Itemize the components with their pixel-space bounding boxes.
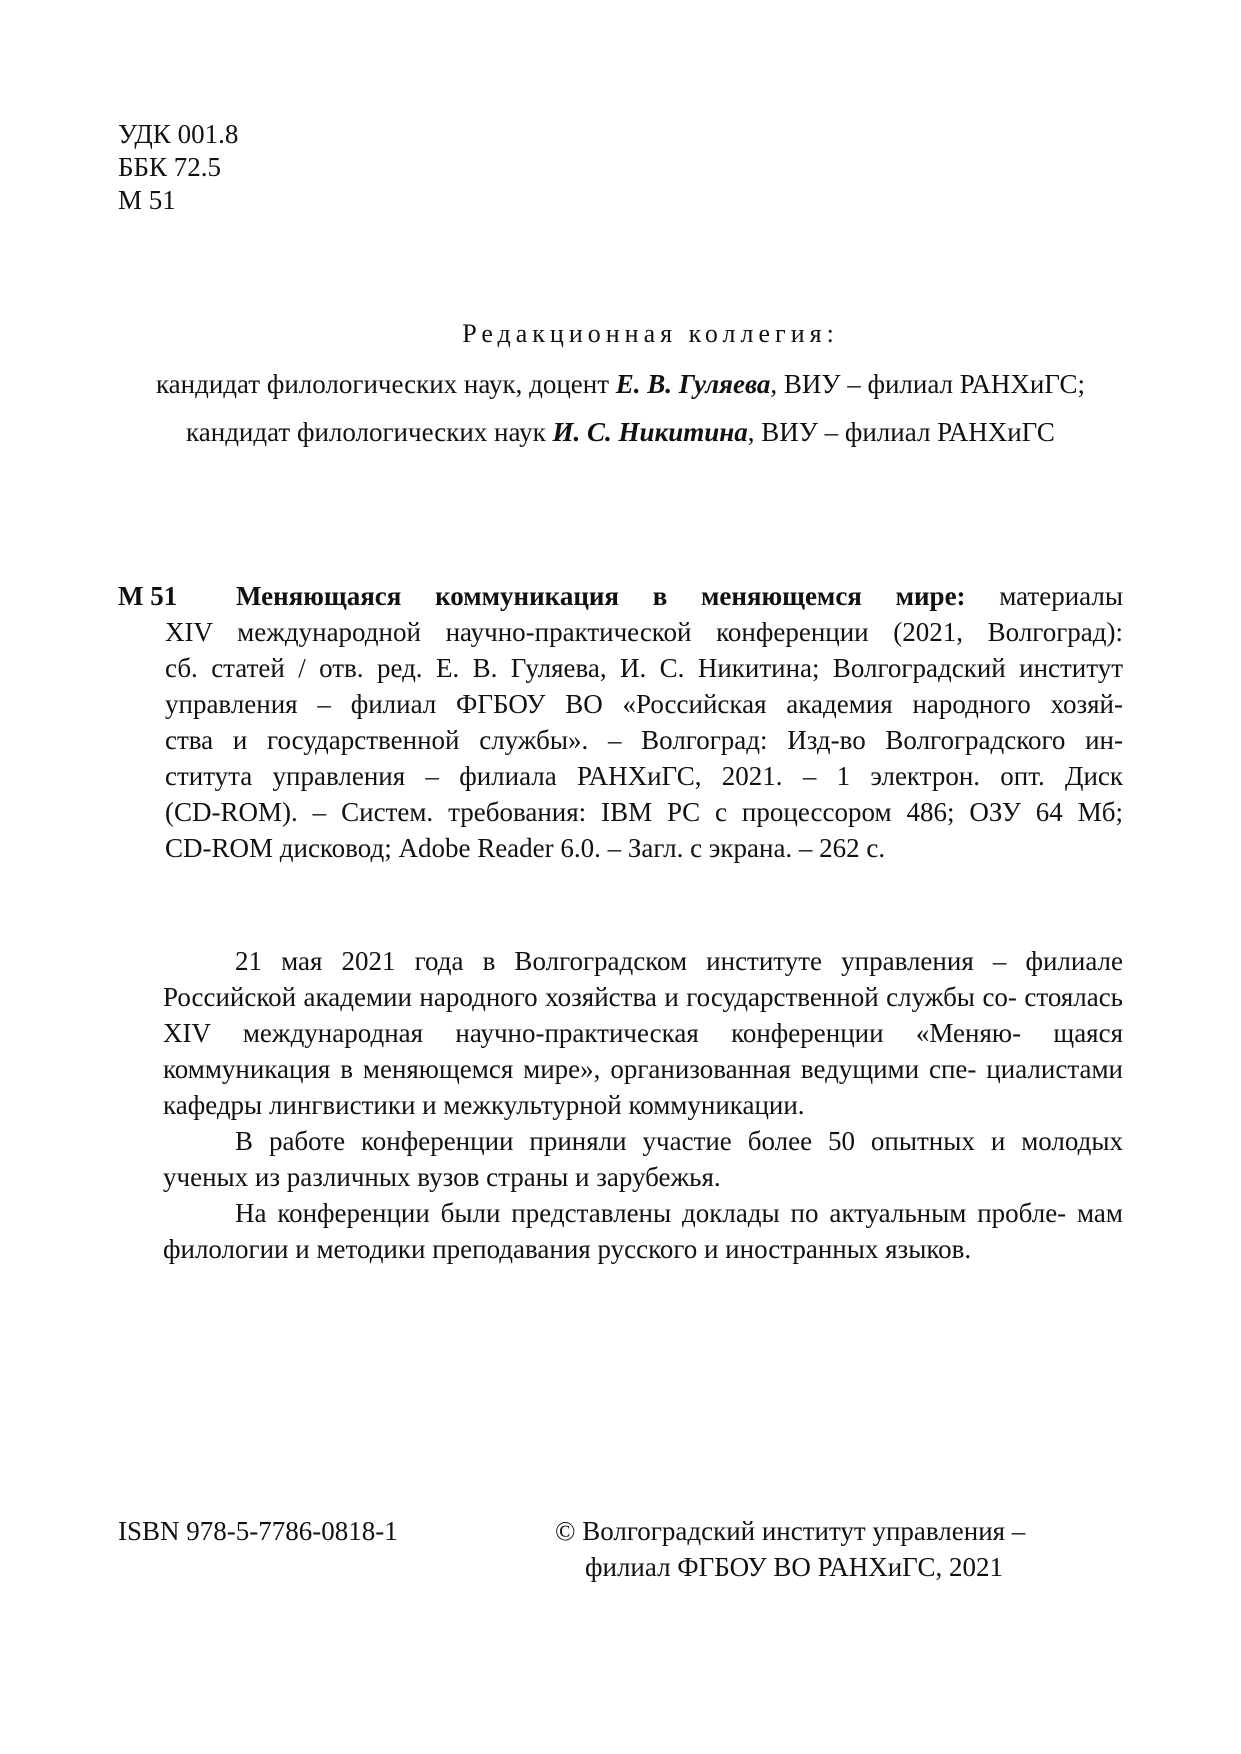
bbk-code: ББК 72.5 <box>118 152 222 182</box>
biblio-title-line <box>236 578 1123 614</box>
biblio-code: М 51 <box>118 581 178 611</box>
abstract <box>163 943 1123 1267</box>
abstract-paragraph: В работе конференции приняли участие более 50 опытных и молодых ученых из различных вузов страны и зарубежья. <box>163 1126 1123 1192</box>
biblio-line: ститута управления – филиала РАНХиГС, 2021. – 1 электрон. опт. Диск <box>165 761 1123 791</box>
member-2-name: И. С. Никитина <box>552 417 748 447</box>
biblio-line: CD-ROM дисковод; Adobe Reader 6.0. – Загл. с экрана. – 262 с. <box>165 833 886 863</box>
editorial-member-2 <box>0 414 1241 450</box>
member-2-suffix: , ВИУ – филиал РАНХиГС <box>747 417 1055 447</box>
isbn: ISBN 978-5-7786-0818-1 <box>118 1516 398 1546</box>
member-1-suffix: , ВИУ – филиал РАНХиГС; <box>770 369 1086 399</box>
abstract-paragraph: На конференции были представлены доклады по актуальным пробле- мам филологии и методики преподавания русского и иностранных языков. <box>163 1198 1123 1264</box>
biblio-first-line <box>118 578 1123 614</box>
member-2-prefix: кандидат филологических наук <box>186 417 553 447</box>
editorial-board <box>0 316 1241 450</box>
biblio-line: XIV международной научно-практической конференции (2021, Волгоград): <box>165 617 1123 647</box>
biblio-line: сб. статей / отв. ред. Е. В. Гуляева, И. С. Никитина; Волгоградский институт <box>165 653 1123 683</box>
bibliographic-record <box>118 578 1123 866</box>
copyright-line-1: © Волгоградский институт управления – <box>555 1516 1026 1546</box>
biblio-first-line-rest: материалы <box>965 581 1123 611</box>
biblio-line: (CD-ROM). – Систем. требования: IBM PC с процессором 486; ОЗУ 64 Мб; <box>165 797 1123 827</box>
member-1-name: Е. В. Гуляева <box>615 369 771 399</box>
udk-code: УДК 001.8 <box>118 119 239 149</box>
member-1-prefix: кандидат филологических наук, доцент <box>155 369 616 399</box>
copyright-line-2: филиал ФГБОУ ВО РАНХиГС, 2021 <box>585 1552 1003 1582</box>
classification-block <box>118 118 238 217</box>
biblio-description <box>165 614 1123 866</box>
editorial-member-1 <box>0 366 1241 402</box>
biblio-line: ства и государственной службы». – Волгоград: Изд-во Волгоградского ин- <box>165 725 1123 755</box>
editorial-board-title: Редакционная коллегия: <box>462 319 839 348</box>
biblio-line: управления – филиал ФГБОУ ВО «Российская академия народного хозяй- <box>165 689 1123 719</box>
abstract-paragraph: 21 мая 2021 года в Волгоградском институте управления – филиале Российской академии народного хозяйства и государственной службы со- стоялась XIV международная научно-практическая конференции «Меняю- щаяся коммуникация в меняющемся мире», организованная ведущими спе- циалистами кафедры лингвистики и межкультурной коммуникации. <box>163 946 1123 1120</box>
author-mark: М 51 <box>118 185 176 215</box>
biblio-title: Меняющаяся коммуникация в меняющемся мире: <box>236 581 966 611</box>
copyright <box>555 1513 1025 1585</box>
